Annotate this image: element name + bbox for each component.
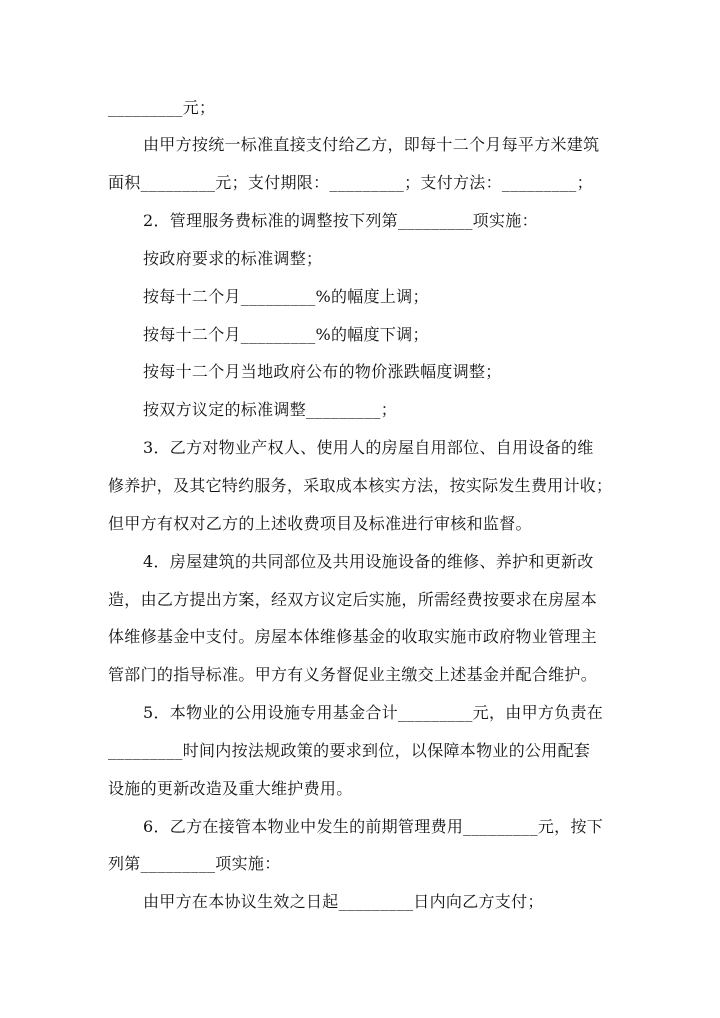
text-line: 管部门的指导标准。甲方有义务督促业主缴交上述基金并配合维护。 [108, 665, 598, 684]
text-line: 按政府要求的标准调整； [143, 249, 323, 268]
text-line: 由甲方在本协议生效之日起_________日内向乙方支付； [143, 892, 544, 911]
text-line: _________时间内按法规政策的要求到位，以保障本物业的公用配套 [108, 741, 591, 760]
text-line: 按每十二个月_________%的幅度上调； [143, 287, 429, 306]
text-line: 设施的更新改造及重大维护费用。 [108, 779, 353, 798]
text-line: 6．乙方在接管本物业中发生的前期管理费用_________元，按下 [143, 817, 604, 836]
text-line: 按每十二个月_________%的幅度下调； [143, 325, 429, 344]
text-line: 2．管理服务费标准的调整按下列第_________项实施： [143, 211, 538, 230]
text-line: 列第_________项实施： [108, 854, 281, 873]
text-line: 但甲方有权对乙方的上述收费项目及标准进行审核和监督。 [108, 514, 532, 533]
text-line: 按每十二个月当地政府公布的物价涨跌幅度调整； [143, 362, 502, 381]
text-line: 3．乙方对物业产权人、使用人的房屋自用部位、自用设备的维 [143, 438, 594, 457]
text-line: 体维修基金中支付。房屋本体维修基金的收取实施市政府物业管理主 [108, 627, 598, 646]
text-line: 4．房屋建筑的共同部位及共用设施设备的维修、养护和更新改 [143, 552, 594, 571]
text-line: 5．本物业的公用设施专用基金合计_________元，由甲方负责在 [143, 703, 604, 722]
text-line: 面积_________元；支付期限：_________；支付方法：_________； [108, 173, 593, 192]
text-line: 造，由乙方提出方案，经双方议定后实施，所需经费按要求在房屋本 [108, 590, 598, 609]
text-line: 按双方议定的标准调整_________； [143, 400, 398, 419]
text-line: 由甲方按统一标准直接支付给乙方，即每十二个月每平方米建筑 [143, 135, 600, 154]
text-line: 修养护，及其它特约服务，采取成本核实方法，按实际发生费用计收； [108, 476, 613, 495]
text-line: _________元； [108, 98, 216, 117]
